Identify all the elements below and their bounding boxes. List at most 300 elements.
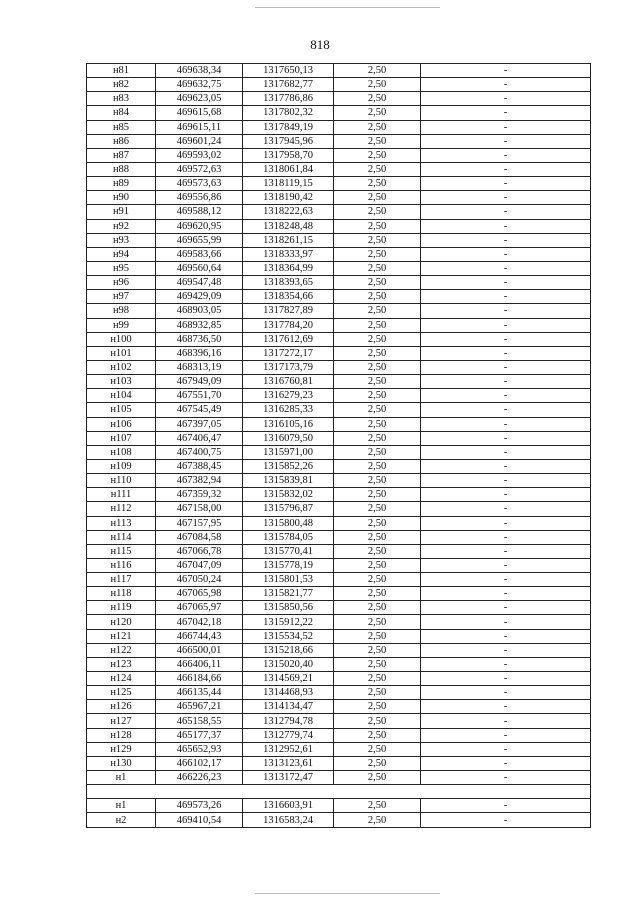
note-cell: - (421, 615, 591, 629)
table-row (87, 643, 591, 657)
y-coordinate-cell: 1317827,89 (243, 304, 334, 318)
accuracy-cell: 2,50 (334, 290, 421, 304)
point-name-cell: н88 (87, 162, 156, 176)
table-row (87, 488, 591, 502)
accuracy-cell: 2,50 (334, 318, 421, 332)
x-coordinate-cell: 467084,58 (156, 530, 243, 544)
note-cell: - (421, 304, 591, 318)
accuracy-cell: 2,50 (334, 177, 421, 191)
point-name-cell: н130 (87, 756, 156, 770)
note-cell: - (421, 459, 591, 473)
point-name-cell: н120 (87, 615, 156, 629)
table-row (87, 756, 591, 770)
accuracy-cell: 2,50 (334, 544, 421, 558)
y-coordinate-cell: 1315801,53 (243, 573, 334, 587)
note-cell: - (421, 148, 591, 162)
note-cell: - (421, 205, 591, 219)
x-coordinate-cell: 469601,24 (156, 134, 243, 148)
x-coordinate-cell: 469593,02 (156, 148, 243, 162)
x-coordinate-cell: 469615,11 (156, 120, 243, 134)
table-row (87, 714, 591, 728)
y-coordinate-cell: 1318261,15 (243, 233, 334, 247)
note-cell: - (421, 106, 591, 120)
note-cell: - (421, 417, 591, 431)
point-name-cell: н90 (87, 191, 156, 205)
x-coordinate-cell: 467157,95 (156, 516, 243, 530)
table-row (87, 530, 591, 544)
table-row (87, 120, 591, 134)
note-cell: - (421, 516, 591, 530)
x-coordinate-cell: 467545,49 (156, 403, 243, 417)
accuracy-cell: 2,50 (334, 756, 421, 770)
y-coordinate-cell: 1318119,15 (243, 177, 334, 191)
table-row (87, 106, 591, 120)
note-cell: - (421, 756, 591, 770)
note-cell: - (421, 672, 591, 686)
x-coordinate-cell: 467397,05 (156, 417, 243, 431)
note-cell: - (421, 742, 591, 756)
accuracy-cell: 2,50 (334, 459, 421, 473)
point-name-cell: н124 (87, 672, 156, 686)
y-coordinate-cell: 1312794,78 (243, 714, 334, 728)
table-row (87, 276, 591, 290)
point-name-cell: н100 (87, 332, 156, 346)
x-coordinate-cell: 469410,54 (156, 813, 243, 827)
note-cell: - (421, 799, 591, 813)
x-coordinate-cell: 469572,63 (156, 162, 243, 176)
note-cell: - (421, 474, 591, 488)
separator-cell (87, 785, 591, 799)
point-name-cell: н112 (87, 502, 156, 516)
coordinates-table (86, 63, 591, 828)
y-coordinate-cell: 1318248,48 (243, 219, 334, 233)
y-coordinate-cell: 1312952,61 (243, 742, 334, 756)
table-row (87, 177, 591, 191)
x-coordinate-cell: 467551,70 (156, 389, 243, 403)
note-cell: - (421, 318, 591, 332)
accuracy-cell: 2,50 (334, 813, 421, 827)
table-row (87, 318, 591, 332)
x-coordinate-cell: 466226,23 (156, 771, 243, 785)
point-name-cell: н85 (87, 120, 156, 134)
x-coordinate-cell: 469573,26 (156, 799, 243, 813)
note-cell: - (421, 813, 591, 827)
y-coordinate-cell: 1316279,23 (243, 389, 334, 403)
point-name-cell: н127 (87, 714, 156, 728)
table-row (87, 290, 591, 304)
x-coordinate-cell: 467158,00 (156, 502, 243, 516)
note-cell: - (421, 332, 591, 346)
accuracy-cell: 2,50 (334, 346, 421, 360)
point-name-cell: н106 (87, 417, 156, 431)
x-coordinate-cell: 465652,93 (156, 742, 243, 756)
x-coordinate-cell: 468396,16 (156, 346, 243, 360)
note-cell: - (421, 530, 591, 544)
table-row (87, 629, 591, 643)
table-row (87, 375, 591, 389)
y-coordinate-cell: 1315852,26 (243, 459, 334, 473)
accuracy-cell: 2,50 (334, 389, 421, 403)
y-coordinate-cell: 1318393,65 (243, 276, 334, 290)
x-coordinate-cell: 467047,09 (156, 558, 243, 572)
y-coordinate-cell: 1317786,86 (243, 92, 334, 106)
y-coordinate-cell: 1318190,42 (243, 191, 334, 205)
table-row (87, 502, 591, 516)
coordinates-table-body (87, 64, 591, 828)
accuracy-cell: 2,50 (334, 601, 421, 615)
y-coordinate-cell: 1317650,13 (243, 64, 334, 78)
top-scan-line (255, 7, 440, 8)
y-coordinate-cell: 1316285,33 (243, 403, 334, 417)
y-coordinate-cell: 1314569,21 (243, 672, 334, 686)
note-cell: - (421, 389, 591, 403)
x-coordinate-cell: 467042,18 (156, 615, 243, 629)
note-cell: - (421, 558, 591, 572)
y-coordinate-cell: 1318354,66 (243, 290, 334, 304)
x-coordinate-cell: 468313,19 (156, 360, 243, 374)
point-name-cell: н96 (87, 276, 156, 290)
accuracy-cell: 2,50 (334, 657, 421, 671)
point-name-cell: н119 (87, 601, 156, 615)
accuracy-cell: 2,50 (334, 530, 421, 544)
x-coordinate-cell: 469620,95 (156, 219, 243, 233)
accuracy-cell: 2,50 (334, 120, 421, 134)
point-name-cell: н95 (87, 261, 156, 275)
y-coordinate-cell: 1315778,19 (243, 558, 334, 572)
table-row (87, 389, 591, 403)
x-coordinate-cell: 465177,37 (156, 728, 243, 742)
x-coordinate-cell: 467050,24 (156, 573, 243, 587)
table-row (87, 64, 591, 78)
accuracy-cell: 2,50 (334, 742, 421, 756)
y-coordinate-cell: 1313172,47 (243, 771, 334, 785)
point-name-cell: н101 (87, 346, 156, 360)
point-name-cell: н83 (87, 92, 156, 106)
x-coordinate-cell: 466744,43 (156, 629, 243, 643)
note-cell: - (421, 544, 591, 558)
x-coordinate-cell: 466135,44 (156, 686, 243, 700)
note-cell: - (421, 587, 591, 601)
accuracy-cell: 2,50 (334, 191, 421, 205)
x-coordinate-cell: 468903,05 (156, 304, 243, 318)
note-cell: - (421, 714, 591, 728)
point-name-cell: н118 (87, 587, 156, 601)
table-row (87, 346, 591, 360)
table-row (87, 728, 591, 742)
accuracy-cell: 2,50 (334, 403, 421, 417)
point-name-cell: н86 (87, 134, 156, 148)
accuracy-cell: 2,50 (334, 304, 421, 318)
table-row (87, 657, 591, 671)
point-name-cell: н91 (87, 205, 156, 219)
point-name-cell: н122 (87, 643, 156, 657)
x-coordinate-cell: 469632,75 (156, 78, 243, 92)
accuracy-cell: 2,50 (334, 700, 421, 714)
table-row (87, 219, 591, 233)
y-coordinate-cell: 1315800,48 (243, 516, 334, 530)
table-row (87, 615, 591, 629)
accuracy-cell: 2,50 (334, 445, 421, 459)
y-coordinate-cell: 1316603,91 (243, 799, 334, 813)
table-row (87, 233, 591, 247)
note-cell: - (421, 488, 591, 502)
x-coordinate-cell: 469588,12 (156, 205, 243, 219)
y-coordinate-cell: 1315020,40 (243, 657, 334, 671)
y-coordinate-cell: 1315912,22 (243, 615, 334, 629)
point-name-cell: н104 (87, 389, 156, 403)
point-name-cell: н87 (87, 148, 156, 162)
accuracy-cell: 2,50 (334, 615, 421, 629)
accuracy-cell: 2,50 (334, 474, 421, 488)
page-number: 818 (310, 37, 330, 52)
x-coordinate-cell: 467400,75 (156, 445, 243, 459)
point-name-cell: н114 (87, 530, 156, 544)
point-name-cell: н109 (87, 459, 156, 473)
point-name-cell: н115 (87, 544, 156, 558)
note-cell: - (421, 360, 591, 374)
y-coordinate-cell: 1315770,41 (243, 544, 334, 558)
table-row (87, 403, 591, 417)
table-row (87, 544, 591, 558)
table-row (87, 247, 591, 261)
table-row (87, 686, 591, 700)
note-cell: - (421, 78, 591, 92)
x-coordinate-cell: 467388,45 (156, 459, 243, 473)
accuracy-cell: 2,50 (334, 276, 421, 290)
accuracy-cell: 2,50 (334, 78, 421, 92)
note-cell: - (421, 657, 591, 671)
table-row (87, 516, 591, 530)
x-coordinate-cell: 469638,34 (156, 64, 243, 78)
point-name-cell: н98 (87, 304, 156, 318)
table-row (87, 304, 591, 318)
x-coordinate-cell: 467066,78 (156, 544, 243, 558)
accuracy-cell: 2,50 (334, 643, 421, 657)
table-row (87, 431, 591, 445)
x-coordinate-cell: 466102,17 (156, 756, 243, 770)
point-name-cell: н92 (87, 219, 156, 233)
note-cell: - (421, 403, 591, 417)
table-row (87, 205, 591, 219)
note-cell: - (421, 64, 591, 78)
accuracy-cell: 2,50 (334, 148, 421, 162)
note-cell: - (421, 233, 591, 247)
accuracy-cell: 2,50 (334, 558, 421, 572)
y-coordinate-cell: 1316583,24 (243, 813, 334, 827)
table-row (87, 261, 591, 275)
accuracy-cell: 2,50 (334, 162, 421, 176)
accuracy-cell: 2,50 (334, 106, 421, 120)
point-name-cell: н111 (87, 488, 156, 502)
accuracy-cell: 2,50 (334, 672, 421, 686)
note-cell: - (421, 629, 591, 643)
accuracy-cell: 2,50 (334, 587, 421, 601)
point-name-cell: н123 (87, 657, 156, 671)
point-name-cell: н121 (87, 629, 156, 643)
y-coordinate-cell: 1317173,79 (243, 360, 334, 374)
y-coordinate-cell: 1317958,70 (243, 148, 334, 162)
accuracy-cell: 2,50 (334, 92, 421, 106)
point-name-cell: н113 (87, 516, 156, 530)
y-coordinate-cell: 1318364,99 (243, 261, 334, 275)
accuracy-cell: 2,50 (334, 134, 421, 148)
note-cell: - (421, 134, 591, 148)
x-coordinate-cell: 467382,94 (156, 474, 243, 488)
y-coordinate-cell: 1317272,17 (243, 346, 334, 360)
table-row (87, 92, 591, 106)
x-coordinate-cell: 467359,32 (156, 488, 243, 502)
point-name-cell: н105 (87, 403, 156, 417)
table-row (87, 742, 591, 756)
x-coordinate-cell: 469573,63 (156, 177, 243, 191)
point-name-cell: н110 (87, 474, 156, 488)
accuracy-cell: 2,50 (334, 502, 421, 516)
note-cell: - (421, 276, 591, 290)
note-cell: - (421, 346, 591, 360)
note-cell: - (421, 247, 591, 261)
table-row (87, 771, 591, 785)
table-row (87, 417, 591, 431)
y-coordinate-cell: 1318333,97 (243, 247, 334, 261)
y-coordinate-cell: 1315850,56 (243, 601, 334, 615)
table-row (87, 558, 591, 572)
table-row (87, 799, 591, 813)
note-cell: - (421, 502, 591, 516)
x-coordinate-cell: 468932,85 (156, 318, 243, 332)
x-coordinate-cell: 465967,21 (156, 700, 243, 714)
table-row (87, 573, 591, 587)
accuracy-cell: 2,50 (334, 799, 421, 813)
table-row (87, 148, 591, 162)
accuracy-cell: 2,50 (334, 417, 421, 431)
y-coordinate-cell: 1314468,93 (243, 686, 334, 700)
y-coordinate-cell: 1316105,16 (243, 417, 334, 431)
y-coordinate-cell: 1317784,20 (243, 318, 334, 332)
point-name-cell: н97 (87, 290, 156, 304)
point-name-cell: н1 (87, 771, 156, 785)
accuracy-cell: 2,50 (334, 488, 421, 502)
point-name-cell: н84 (87, 106, 156, 120)
x-coordinate-cell: 467065,98 (156, 587, 243, 601)
accuracy-cell: 2,50 (334, 247, 421, 261)
y-coordinate-cell: 1318061,84 (243, 162, 334, 176)
y-coordinate-cell: 1317612,69 (243, 332, 334, 346)
separator-row (87, 785, 591, 799)
point-name-cell: н81 (87, 64, 156, 78)
note-cell: - (421, 290, 591, 304)
y-coordinate-cell: 1314134,47 (243, 700, 334, 714)
note-cell: - (421, 431, 591, 445)
point-name-cell: н103 (87, 375, 156, 389)
note-cell: - (421, 92, 591, 106)
note-cell: - (421, 162, 591, 176)
y-coordinate-cell: 1317802,32 (243, 106, 334, 120)
x-coordinate-cell: 467949,09 (156, 375, 243, 389)
note-cell: - (421, 686, 591, 700)
point-name-cell: н107 (87, 431, 156, 445)
point-name-cell: н2 (87, 813, 156, 827)
note-cell: - (421, 445, 591, 459)
table-row (87, 78, 591, 92)
accuracy-cell: 2,50 (334, 516, 421, 530)
note-cell: - (421, 219, 591, 233)
accuracy-cell: 2,50 (334, 332, 421, 346)
table-row (87, 191, 591, 205)
x-coordinate-cell: 469623,05 (156, 92, 243, 106)
note-cell: - (421, 120, 591, 134)
bottom-scan-line (255, 893, 440, 894)
accuracy-cell: 2,50 (334, 375, 421, 389)
accuracy-cell: 2,50 (334, 771, 421, 785)
note-cell: - (421, 191, 591, 205)
table-row (87, 474, 591, 488)
y-coordinate-cell: 1316760,81 (243, 375, 334, 389)
x-coordinate-cell: 469547,48 (156, 276, 243, 290)
table-row (87, 700, 591, 714)
note-cell: - (421, 771, 591, 785)
accuracy-cell: 2,50 (334, 205, 421, 219)
x-coordinate-cell: 465158,55 (156, 714, 243, 728)
x-coordinate-cell: 469615,68 (156, 106, 243, 120)
x-coordinate-cell: 469429,09 (156, 290, 243, 304)
y-coordinate-cell: 1315218,66 (243, 643, 334, 657)
y-coordinate-cell: 1317849,19 (243, 120, 334, 134)
point-name-cell: н89 (87, 177, 156, 191)
table-row (87, 162, 591, 176)
note-cell: - (421, 177, 591, 191)
x-coordinate-cell: 466500,01 (156, 643, 243, 657)
accuracy-cell: 2,50 (334, 261, 421, 275)
accuracy-cell: 2,50 (334, 714, 421, 728)
point-name-cell: н126 (87, 700, 156, 714)
point-name-cell: н93 (87, 233, 156, 247)
note-cell: - (421, 375, 591, 389)
table-row (87, 134, 591, 148)
y-coordinate-cell: 1318222,63 (243, 205, 334, 219)
x-coordinate-cell: 467406,47 (156, 431, 243, 445)
note-cell: - (421, 728, 591, 742)
table-row (87, 445, 591, 459)
point-name-cell: н102 (87, 360, 156, 374)
table-row (87, 601, 591, 615)
point-name-cell: н108 (87, 445, 156, 459)
y-coordinate-cell: 1315971,00 (243, 445, 334, 459)
note-cell: - (421, 643, 591, 657)
note-cell: - (421, 700, 591, 714)
point-name-cell: н82 (87, 78, 156, 92)
y-coordinate-cell: 1317945,96 (243, 134, 334, 148)
y-coordinate-cell: 1315839,81 (243, 474, 334, 488)
y-coordinate-cell: 1315821,77 (243, 587, 334, 601)
point-name-cell: н94 (87, 247, 156, 261)
note-cell: - (421, 261, 591, 275)
x-coordinate-cell: 469560,64 (156, 261, 243, 275)
x-coordinate-cell: 467065,97 (156, 601, 243, 615)
accuracy-cell: 2,50 (334, 629, 421, 643)
y-coordinate-cell: 1313123,61 (243, 756, 334, 770)
x-coordinate-cell: 469655,99 (156, 233, 243, 247)
table-row (87, 672, 591, 686)
x-coordinate-cell: 466406,11 (156, 657, 243, 671)
y-coordinate-cell: 1315784,05 (243, 530, 334, 544)
y-coordinate-cell: 1317682,77 (243, 78, 334, 92)
note-cell: - (421, 573, 591, 587)
point-name-cell: н117 (87, 573, 156, 587)
y-coordinate-cell: 1312779,74 (243, 728, 334, 742)
accuracy-cell: 2,50 (334, 686, 421, 700)
accuracy-cell: 2,50 (334, 64, 421, 78)
table-row (87, 360, 591, 374)
